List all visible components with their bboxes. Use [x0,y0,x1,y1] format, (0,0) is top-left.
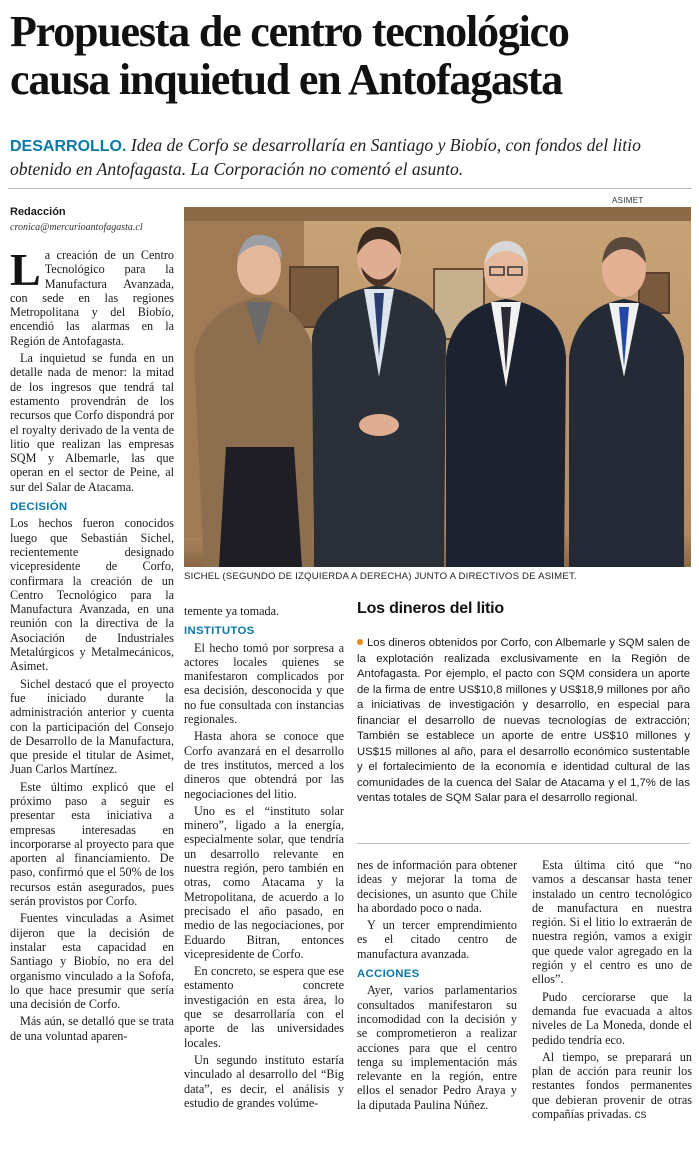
bullet-icon [357,639,363,645]
deck-text: Idea de Corfo se desarrollaría en Santiago y Biobío, con fondos del litio obtenido en Antofagasta. La Corporación no comentó el asunto. [10,135,641,179]
subheading-institutes: INSTITUTOS [184,625,255,638]
paragraph: Un segundo instituto estaría vinculado al desarrollo del “Big data”, es decir, el análisis y estudio de grandes volúme- [184,1052,344,1110]
paragraph: temente ya tomada. [184,604,280,618]
headline-line-1: Propuesta de centro tecnológico [10,7,569,56]
group-photo-illustration [184,207,691,567]
paragraph: Ayer, varios parlamentarios consultados manifestaron su incomodidad con la decisión y se comprometieron a realizar acciones para que el centro tenga su implementación más relevante en la región, entre ellos el senador Pedro Araya y la diputada Paulina Núñez. [357,983,517,1112]
sidebar-text-block [357,636,690,807]
byline-email: cronica@mercurioantofagasta.cl [10,222,143,233]
divider [8,188,692,189]
sidebar-divider [357,843,690,844]
subheading-actions: ACCIONES [357,968,420,981]
paragraph: nes de información para obtener ideas y mejorar la toma de decisiones, un asunto que Chile ha abordado poco o nada. [357,858,517,915]
paragraph: Fuentes vinculadas a Asimet dijeron que la decisión de instalar esta capacidad en Santiago y Biobío, no era del organismo vinculado a la Sofofa, lo que hace presumir que sería una decisión de Corfo. [10,911,174,1012]
paragraph [10,244,174,348]
end-mark-icon: cs [634,1107,647,1122]
body-column-4 [532,858,692,1124]
paragraph: El hecho tomó por sorpresa a actores locales quienes se manifestaron complicados por esa decisión, desconocida y que no fue consultada con instancias regionales. [184,640,344,727]
paragraph: Y un tercer emprendimiento es el citado centro de manufactura avanzada. [357,918,517,961]
paragraph: Pudo cerciorarse que la demanda fue evacuada a altos niveles de La Moneda, donde el pedido tendría eco. [532,989,692,1047]
paragraph: Más aún, se detalló que se trata de una voluntad aparen- [10,1014,174,1043]
subheading-decision: DECISIÓN [10,501,68,514]
body-column-3 [357,858,517,1115]
sidebar-text: Los dineros obtenidos por Corfo, con Albemarle y SQM salen de la explotación realizada exclusivamente en la Región de Antofagasta. Por ejemplo, el pacto con SQM considera un aporte de la firma de entre US$10,8 millones y US$18,9 millones por año a iniciativas de investigación y desarrollo, en especial para financiar el desarrollo de nuevas tecnologías de extracción; También se establece un aporte de entre US$10 millones y US$15 millones al año, para el desarrollo económico sustentable y el fortalecimiento de la economía e identidad cultural de las comunidades de la cuenca del Salar de Atacama y el 1,7% de las ventas totales de SQM Salar para el desarrollo regional. [357,637,690,804]
byline: Redacción [10,206,66,218]
paragraph: La inquietud se funda en un detalle nada de menor: la mitad de los ingresos que tendrá tal estamento provendrán de los recursos que Corfo dispondrá por el royalty derivado de la venta de litio que realizan las empresas SQM y Albemarle, las que operan en el sector de Peine, al sur del Salar de Atacama. [10,351,174,494]
deck [10,134,690,181]
photo-credit: ASIMET [612,196,644,205]
group-photo [184,207,691,567]
sidebar-title: Los dineros del litio [357,600,504,617]
paragraph: En concreto, se espera que ese estamento concrete investigación en esta área, lo que se desarrollaría con el aporte de las universidades locales. [184,964,344,1050]
paragraph: Sichel destacó que el proyecto fue iniciado durante la administración anterior y cuenta con la participación del Consejo de Desarrollo de la Manufactura, que preside el titular de Asimet, Juan Carlos Martínez. [10,676,174,777]
paragraph [532,1050,692,1121]
headline [10,8,695,104]
paragraph: Hasta ahora se conoce que Corfo avanzará en el desarrollo de tres institutos, merced a los dineros que obtendrá por las negociaciones del litio. [184,729,344,801]
paragraph: Esta última citó que “no vamos a descansar hasta tener instalado un centro tecnológico de manufactura en nuestra región. Si el litio lo extraerán de nuestra región, vamos a exigir que quede valor agregado en la región y el centro es uno de ellos”. [532,858,692,987]
paragraph: Uno es el “instituto solar minero”, ligado a la energía, especialmente solar, que tendría un desarrollo relevante en nuestra región, pero también en otras, como Atacama y la Metropolitana, de acuerdo a lo precisado el año pasado, en medio de las negociaciones, por Eduardo Bitran, entonces vicepresidente de Corfo. [184,803,344,961]
paragraph-text: Al tiempo, se preparará un plan de acción para reunir los restantes fondos permanentes que debieran provenir de otras compañías privadas. [532,1049,692,1122]
paragraph-text: a creación de un Centro Tecnológico para la Manufactura Avanzada, con sede en las regiones Metropolitana y del Biobío, encendió las alarmas en la Región de Antofagasta. [10,248,174,348]
body-column-2 [184,604,344,1113]
body-column-1 [10,244,174,1046]
deck-kicker: DESARROLLO. [10,138,127,155]
headline-line-2: causa inquietud en Antofagasta [10,55,563,104]
dropcap: L [10,244,41,295]
paragraph: Los hechos fueron conocidos luego que Sebastián Sichel, recientemente designado vicepresidente de Corfo, confirmara la creación de un Centro Tecnológico para la Manufactura Avanzada, en una reunión con la directiva de la Asociación de Industriales Metalúrgicos y Metalmecánicos, Asimet. [10,516,174,674]
photo-caption: SICHEL (SEGUNDO DE IZQUIERDA A DERECHA) JUNTO A DIRECTIVOS DE ASIMET. [184,571,577,582]
paragraph: Este último explicó que el próximo paso a seguir es presentar esta iniciativa a empresas interesadas en incorporarse al proyecto para que aporten al financiamiento. De paso, confirmó que el 50% de los recursos están asegurados, pues serán provistos por Corfo. [10,779,174,909]
